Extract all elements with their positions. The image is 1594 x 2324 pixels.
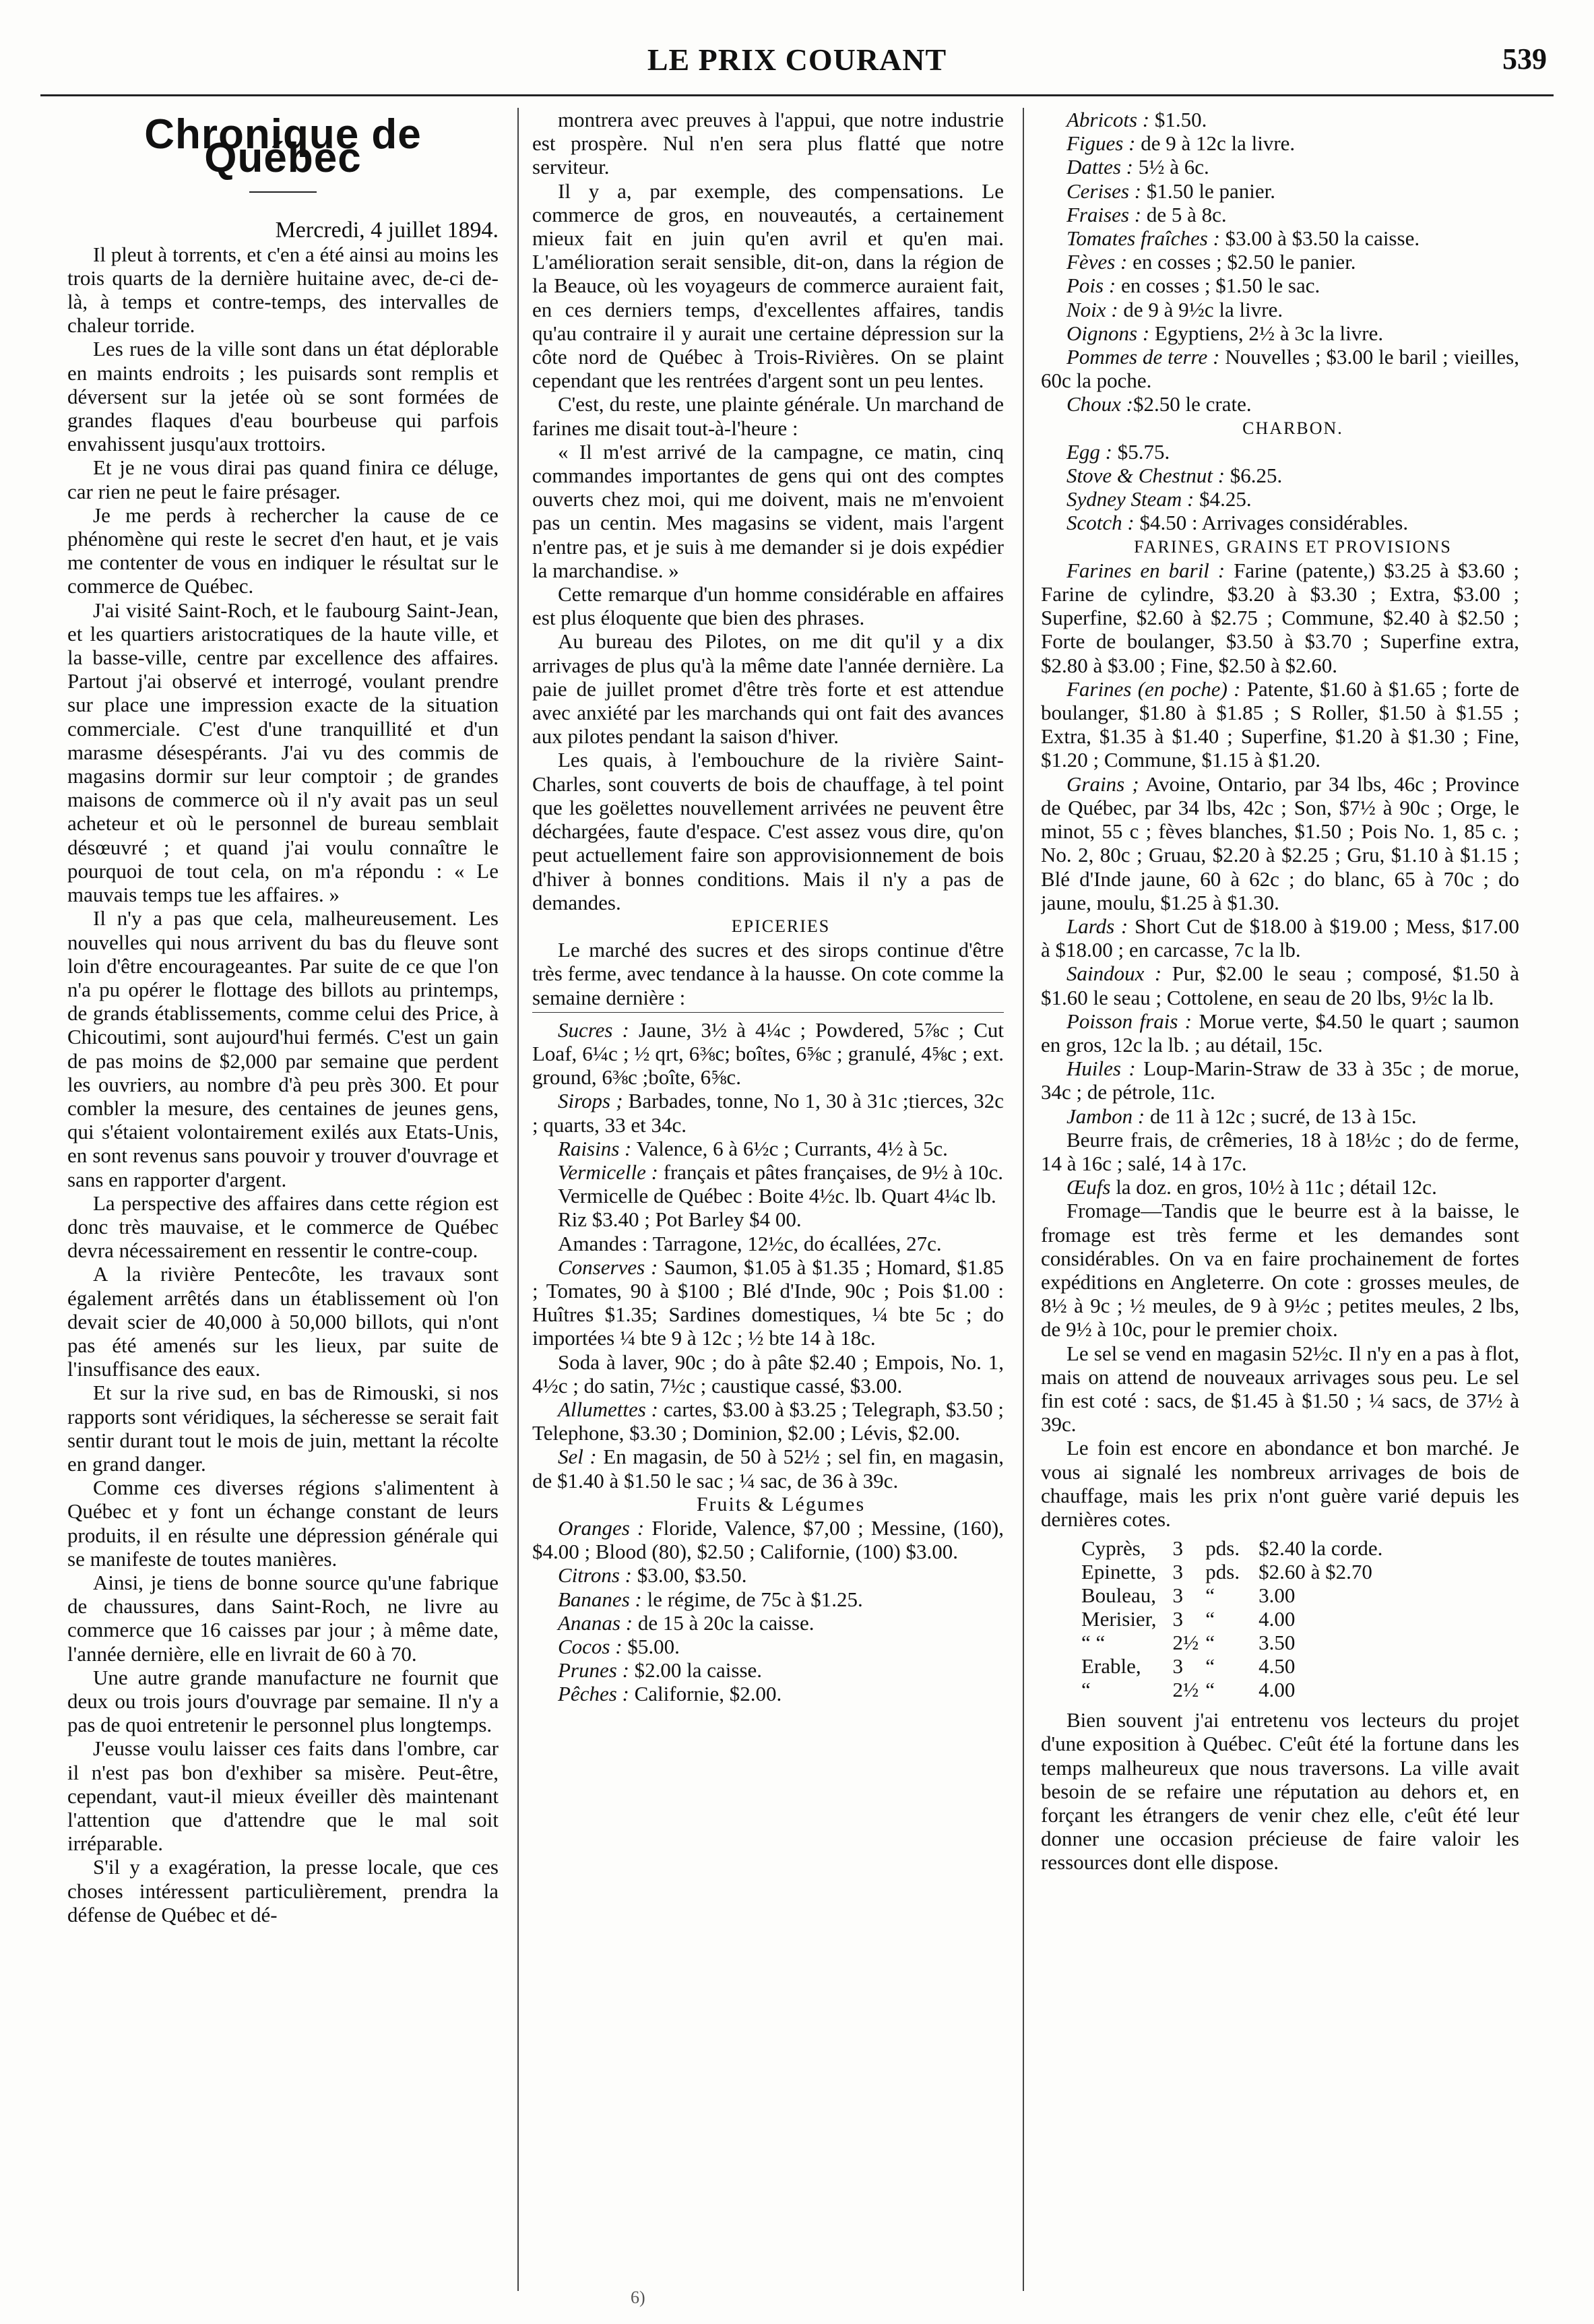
paragraph: Les quais, à l'embouchure de la rivière Saint-Charles, sont couverts de bois de chauffage, à tel point que les goëlettes nouvellement arrivées ne peuvent être déchargées, faute d'espace. C'est assez vous dire, qu'on peut actuellement faire son approvisionnement de bois d'hiver à bonnes conditions. Mais il n'y a pas de demandes. [532, 748, 1004, 914]
price-entry-label: Saindoux : [1066, 962, 1162, 986]
paragraph: Il n'y a pas que cela, malheureusement. Les nouvelles qui nous arrivent du bas du fleuve sont loin d'être encourageantes. Par suite de ce que l'on n'a pu opérer le flottage des billots au printemps, de grands établissements, comme celui des Price, à Chicoutimi, sont aujourd'hui fermés. C'est un gain de pas moins de $2,000 par semaine que perdent les ouvriers, au nombre d'à peu près 300. Et pour combler la mesure, des centaines de jeunes gens, qui s'étaient volontairement exilés aux Etats-Unis, en sont revenus sans pouvoir y trouver d'ouvrage et sans en rapporter d'argent. [67, 906, 499, 1191]
price-entry [1041, 392, 1519, 416]
price-entry-label: Fèves : [1066, 250, 1128, 274]
price-entry-text: de 5 à 8c. [1141, 202, 1227, 226]
fruits-list [532, 1516, 1004, 1706]
price-entry-label: Egg : [1066, 439, 1113, 464]
table-cell: $2.40 la corde. [1258, 1536, 1383, 1561]
table-cell: pds. [1205, 1560, 1240, 1584]
table-cell: Epinette, [1081, 1560, 1157, 1584]
price-entry [1041, 511, 1519, 534]
table-cell: Bouleau, [1081, 1583, 1157, 1608]
price-entry-text: $3.00 à $3.50 la caisse. [1219, 226, 1420, 251]
paragraph: J'ai visité Saint-Roch, et le faubourg Saint-Jean, et les quartiers aristocratiques de la haute ville, et la basse-ville, centre par excellence des affaires. Partout j'ai observé et interrogé, voulant prendre sur place une impression exacte de la situation commerciale. C'est d'une tranquillité et d'un marasme désespérants. J'ai vu des commis de magasins dormir sur leur comptoir ; de grandes maisons de commerce où il n'y avait pas un seul acheteur et où le personnel de bureau semblait désœuvré ; et quand j'ai voulu connaître le pourquoi de tout cela, on m'a répondu : « Le mauvais temps tue les affaires. » [67, 598, 499, 907]
price-entry-text: français et pâtes françaises, de 9½ à 10c. [658, 1160, 1004, 1184]
paragraph: C'est, du reste, une plainte générale. Un marchand de farines me disait tout-à-l'heure : [532, 392, 1004, 440]
price-entry-text: Soda à laver, 90c ; do à pâte $2.40 ; Empois, No. 1, 4½c ; do satin, 7½c ; caustique cassé, $3.00. [532, 1350, 1004, 1397]
price-entry-text: de 9 à 9½c la livre. [1118, 297, 1283, 321]
price-entry-label: Dattes : [1066, 155, 1134, 179]
paragraph: Comme ces diverses régions s'alimentent à Québec et y font un échange constant de leurs produits, il en résulte une dépression générale qui se manifeste de toutes manières. [67, 1476, 499, 1571]
price-entry-text: Amandes : Tarragone, 12½c, do écallées, 27c. [558, 1231, 942, 1255]
price-entry-label: Citrons : [558, 1563, 632, 1588]
price-entry-label: Figues : [1066, 131, 1136, 156]
price-entry [1041, 464, 1519, 487]
price-entry [532, 1350, 1004, 1397]
table-cell: pds. [1205, 1536, 1240, 1561]
price-entry-text: $2.50 le crate. [1133, 392, 1252, 416]
table-cell: 2½ [1172, 1631, 1199, 1655]
price-entry [532, 1635, 1004, 1658]
header-rule [40, 94, 1554, 96]
paragraph: Il pleut à torrents, et c'en a été ainsi au moins les trois quarts de la dernière huitaine avec, de-ci de-là, à temps et contre-temps, des intervalles de chaleur torride. [67, 242, 499, 338]
price-entry-text: Egyptiens, 2½ à 3c la livre. [1149, 321, 1384, 345]
price-entry-text: $5.00. [622, 1635, 680, 1658]
table-cell: $2.60 à $2.70 [1258, 1560, 1372, 1584]
price-entry [532, 1611, 1004, 1635]
table-cell: 3 [1172, 1654, 1184, 1678]
price-entry-text: en cosses ; $1.50 le sac. [1116, 274, 1320, 298]
price-entry-text: Riz $3.40 ; Pot Barley $4 00. [558, 1207, 802, 1232]
price-entry-label: Jambon : [1066, 1104, 1145, 1128]
epiceries-list [532, 1018, 1004, 1493]
paragraph: Une autre grande manufacture ne fournit que deux ou trois jours d'ouvrage par semaine. Il n'y a pas de quoi entretenir le personnel plus longtemps. [67, 1665, 499, 1737]
price-entry-label: Huiles : [1066, 1057, 1136, 1081]
price-entry-label: Bananes : [558, 1587, 642, 1611]
table-row [1081, 1536, 1389, 1560]
price-entry-label: Pois : [1066, 274, 1116, 298]
price-entry-label: Grains ; [1066, 772, 1139, 796]
price-entry [532, 1232, 1004, 1255]
section-heading-farines: FARINES, GRAINS ET PROVISIONS [1134, 536, 1452, 557]
price-entry-text: $2.00 la caisse. [629, 1658, 763, 1683]
price-entry-text: Floride, Valence, $7,00 ; Messine, (160), $4.00 ; Blood (80), $2.50 ; Californie, (100) $3.00. [532, 1515, 1004, 1564]
paragraph: Les rues de la ville sont dans un état déplorable en maints endroits ; les puisards sont remplis et déversent sur la jetée où se sont formées de grandes flaques d'eau bourbeuse qui parfois envahissent jusqu'aux trottoirs. [67, 337, 499, 456]
publication-title: LE PRIX COURANT [647, 42, 947, 77]
price-entry-label: Sirops ; [558, 1089, 623, 1113]
column-2-body [532, 108, 1004, 914]
price-entry-text: $1.50 le panier. [1141, 179, 1275, 203]
price-entry-text: Morue verte, $4.50 le quart ; saumon en gros, 12c la lb. ; au détail, 15c. [1041, 1009, 1519, 1057]
column-divider-2 [1023, 108, 1024, 2291]
price-entry-label: Oignons : [1066, 321, 1150, 345]
price-entry-label: Cerises : [1066, 179, 1142, 203]
price-entry-text: la doz. en gros, 10½ à 11c ; détail 12c. [1110, 1175, 1437, 1199]
table-cell: Merisier, [1081, 1607, 1157, 1631]
price-entry [1041, 677, 1519, 772]
price-entry-text: $5.75. [1112, 439, 1170, 464]
printer-mark: 6) [631, 2288, 645, 2307]
price-entry-label: Farines en baril : [1066, 558, 1225, 582]
table-cell: 3 [1172, 1560, 1184, 1584]
paragraph: Il y a, par exemple, des compensations. Le commerce de gros, en nouveautés, a certainement mieux fait en juin qu'en avril et qu'en mai. L'amélioration serait sensible, dit-on, dans la région de la Beauce, où les voyageurs de commerce auraient fait, en ces derniers temps, d'excellentes affaires, tandis qu'au contraire il y aurait une certaine dépression sur la côte nord de Québec à Trois-Rivières. On se plaint cependant que les rentrées d'argent sont un peu lentes. [532, 179, 1004, 393]
epiceries-intro: Le marché des sucres et des sirops continue d'être très ferme, avec tendance à la hausse. On cote comme la semaine dernière : [532, 938, 1004, 1009]
table-cell: “ “ [1081, 1631, 1106, 1655]
price-entry [1041, 1128, 1519, 1175]
paragraph: Et sur la rive sud, en bas de Rimouski, si nos rapports sont véridiques, la sécheresse se serait fait sentir durant tout le mois de juin, mettant la récolte en grand danger. [67, 1381, 499, 1476]
price-entry [1041, 1175, 1519, 1199]
price-entry [532, 1018, 1004, 1090]
price-entry-label: Cocos : [558, 1635, 623, 1658]
price-entry-text: Jaune, 3½ à 4¼c ; Powdered, 5⅞c ; Cut Loaf, 6¼c ; ½ qrt, 6⅜c; boîtes, 6⅝c ; granulé, 4⅝c ; ext. ground, 6⅜c ;boîte, 6⅝c. [532, 1017, 1004, 1090]
price-entry-text: Short Cut de $18.00 à $19.00 ; Mess, $17.00 à $18.00 ; en carcasse, 7c la lb. [1041, 914, 1519, 962]
closing-paragraph: Bien souvent j'ai entretenu vos lecteurs du projet d'une exposition à Québec. C'eût été la fortune dans les temps malheureux que nous traversons. La ville avait besoin de se refaire une réputation au dehors et, en forçant les étrangers de venir chez elle, c'eût été leur donner une occasion précieuse de faire valoir les ressources dont elle dispose. [1041, 1708, 1519, 1875]
price-entry-text: en cosses ; $2.50 le panier. [1127, 250, 1356, 274]
paragraph: montrera avec preuves à l'appui, que notre industrie est prospère. Nul n'en sera plus flatté que notre serviteur. [532, 108, 1004, 179]
column-2 [532, 108, 1004, 2298]
paragraph: Ainsi, je tiens de bonne source qu'une fabrique de chaussures, dans Saint-Roch, ne livre au commerce que 16 caisses par jour ; à même date, l'année dernière, elle en livrait de 60 à 70. [67, 1570, 499, 1666]
price-entry [1041, 131, 1519, 155]
paragraph: Et je ne vous dirai pas quand finira ce déluge, car rien ne peut le faire présager. [67, 456, 499, 503]
price-entry-text: de 15 à 20c la caisse. [633, 1610, 815, 1635]
table-cell: 3 [1172, 1583, 1184, 1608]
price-entry [1041, 321, 1519, 345]
table-cell: 2½ [1172, 1678, 1199, 1702]
price-entry [1041, 203, 1519, 226]
heading-dash [249, 191, 317, 193]
price-entry-text: Californie, $2.00. [629, 1682, 782, 1706]
paragraph: Le foin est encore en abondance et bon marché. Je vous ai signalé les nombreux arrivages de bois de chauffage, mais les prix n'ont guère varié depuis les dernières cotes. [1041, 1436, 1519, 1531]
farines-list [1041, 559, 1519, 1199]
price-entry-text: Nouvelles ; $3.00 le baril ; vieilles, 60c la poche. [1041, 345, 1519, 393]
paragraph: La perspective des affaires dans cette région est donc très mauvaise, et le commerce de Québec devra nécessairement en ressentir le contre-coup. [67, 1191, 499, 1263]
running-header [40, 42, 1554, 89]
article-heading: Chronique de Québec [144, 111, 422, 182]
price-entry [1041, 1057, 1519, 1104]
section-heading-charbon: CHARBON. [1242, 418, 1343, 438]
paragraph: « Il m'est arrivé de la campagne, ce matin, cinq commandes importantes de gens qui ont des comptes ouverts chez moi, qui me doivent, mais ne m'envoient pas un centin. Mes magasins se vident, mais l'argent n'entre pas, et je suis à me demander si je dois expédier la marchandise. » [532, 439, 1004, 582]
price-entry [532, 1588, 1004, 1611]
price-entry-label: Choux : [1066, 392, 1134, 416]
price-entry-text: $4.25. [1194, 487, 1252, 511]
price-entry-label: Sel : [558, 1445, 597, 1469]
column-3-body [1041, 1199, 1519, 1531]
price-entry [532, 1137, 1004, 1160]
table-row [1081, 1607, 1389, 1631]
paragraph: Le sel se vend en magasin 52½c. Il n'y en a pas à flot, mais on attend de nouveaux arrivages sous peu. Le sel fin est coté : sacs, de $1.45 à $1.50 ; ¼ sacs, de 37½ à 39c. [1041, 1341, 1519, 1437]
table-cell: “ [1205, 1631, 1215, 1655]
price-entry [1041, 155, 1519, 179]
table-cell: 4.00 [1258, 1678, 1296, 1702]
price-entry [1041, 487, 1519, 511]
price-entry-label: Allumettes : [558, 1397, 658, 1421]
firewood-price-table [1081, 1536, 1389, 1701]
price-entry [532, 1563, 1004, 1587]
table-row [1081, 1678, 1389, 1701]
price-entry [532, 1255, 1004, 1350]
price-entry-label: Prunes : [558, 1658, 629, 1683]
price-entry-text: $3.00, $3.50. [631, 1563, 747, 1588]
paragraph: A la rivière Pentecôte, les travaux sont également arrêtés dans un établissement où l'on devait scier de 40,000 à 50,000 billots, qui n'ont pas été amenés sur les lieux, par suite de l'insuffisance des eaux. [67, 1262, 499, 1381]
paragraph: Fromage—Tandis que le beurre est à la baisse, le fromage est très ferme et les demandes sont considérables. On va en faire prochainement de fortes expéditions en Angleterre. On cote : grosses meules, de 8½ à 9c ; ½ meules, de 9 à 9½c ; petites meules, 2 lbs, de 9½ à 10c, pour le premier choix. [1041, 1199, 1519, 1342]
price-entry [532, 1207, 1004, 1231]
price-entry-text: Vermicelle de Québec : Boite 4½c. lb. Quart 4¼c lb. [558, 1184, 996, 1208]
price-entry-text: Barbades, tonne, No 1, 30 à 31c ;tierces, 32c ; quarts, 33 et 34c. [532, 1089, 1004, 1137]
price-entry-text: Farine (patente,) $3.25 à $3.60 ; Farine de cylindre, $3.20 à $3.30 ; Extra, $3.00 ; Superfine, $2.60 à $2.75 ; Commune, $2.40 à $2.50 ; Forte de boulanger, $3.50 à $3.70 ; Superfine extra, $2.80 à $3.00 ; Fine, $2.50 à $2.60. [1041, 558, 1519, 677]
price-entry-label: Poisson frais : [1066, 1009, 1192, 1033]
price-entry-label: Vermicelle : [558, 1160, 658, 1184]
price-entry [1041, 1009, 1519, 1057]
paragraph: J'eusse voulu laisser ces faits dans l'ombre, car il n'est pas bon d'exhiber sa misère. Peut-être, cependant, vaut-il mieux éveiller dès maintenant l'attention que d'attendre que le mal soit irréparable. [67, 1736, 499, 1856]
section-heading-fruits: Fruits & Légumes [696, 1493, 866, 1515]
price-entry-label: Scotch : [1066, 511, 1135, 535]
price-entry-label: Fraises : [1066, 202, 1142, 226]
price-entry-text: Avoine, Ontario, par 34 lbs, 46c ; Province de Québec, par 34 lbs, 42c ; Son, $7½ à 90c ; Orge, le minot, 55 c ; fèves blanches, $1.50 ; Pois No. 1, 85 c. ; No. 2, 80c ; Gruau, $2.20 à $2.25 ; Gru, $1.10 à $1.15 ; Blé d'Inde jaune, 60 à 62c ; do blanc, 65 à 70c ; do jaune, moulu, $1.25 à $1.30. [1041, 772, 1519, 914]
table-row [1081, 1654, 1389, 1678]
price-entry-text: Valence, 6 à 6½c ; Currants, 4½ à 5c. [631, 1136, 948, 1160]
price-entry-text: Pur, $2.00 le seau ; composé, $1.50 à $1.60 le seau ; Cottolene, en seau de 20 lbs, 9½c la lb. [1041, 962, 1519, 1009]
price-entry-text: Loup-Marin-Straw de 33 à 35c ; de morue, 34c ; de pétrole, 11c. [1041, 1057, 1519, 1104]
price-entry [532, 1682, 1004, 1705]
price-entry-label: Sydney Steam : [1066, 487, 1194, 511]
price-entry-label: Abricots : [1066, 108, 1150, 131]
price-entry-text: En magasin, de 50 à 52½ ; sel fin, en magasin, de $1.40 à $1.50 le sac ; ¼ sac, de 36 à 39c. [532, 1445, 1004, 1493]
table-cell: 3 [1172, 1607, 1184, 1631]
price-entry-label: Raisins : [558, 1136, 632, 1160]
price-entry-text: $1.50. [1149, 108, 1207, 131]
price-entry-text: Saumon, $1.05 à $1.35 ; Homard, $1.85 ; Tomates, 90 à $100 ; Blé d'Inde, 90c ; Pois $1.00 : Huîtres $1.35; Sardines domestiques, ¼ bte 5c ; do importées ¼ bte 9 à 12c ; ½ bte 14 à 18c. [532, 1255, 1004, 1350]
price-entry [1041, 559, 1519, 677]
table-cell: 4.00 [1258, 1607, 1296, 1631]
price-entry-text: cartes, $3.00 à $3.25 ; Telegraph, $3.50 ; Telephone, $3.30 ; Dominion, $2.00 ; Lévis, $2.00. [532, 1397, 1004, 1445]
column-3 [1041, 108, 1519, 2298]
page-number: 539 [1502, 42, 1547, 75]
section-rule [532, 1012, 1004, 1013]
price-entry [1041, 914, 1519, 962]
table-cell: “ [1205, 1654, 1215, 1678]
price-entry [1041, 108, 1519, 131]
price-entry-text: Beurre frais, de crêmeries, 18 à 18½c ; do de ferme, 14 à 16c ; salé, 14 à 17c. [1041, 1127, 1519, 1175]
price-entry-label: Oranges : [558, 1515, 645, 1540]
table-cell: 3.00 [1258, 1583, 1296, 1608]
price-entry [1041, 962, 1519, 1009]
price-entry [1041, 274, 1519, 297]
paragraph: S'il y a exagération, la presse locale, que ces choses intéressent particulièrement, prendra la défense de Québec et dé- [67, 1855, 499, 1926]
price-entry [1041, 345, 1519, 392]
column-1 [67, 108, 499, 2298]
paragraph: Au bureau des Pilotes, on me dit qu'il y a dix arrivages de plus qu'à la même date l'année dernière. La paie de juillet promet d'être très forte et est attendue avec anxiété par les marchands qui ont fait des avances aux pilotes pendant la saison d'hiver. [532, 629, 1004, 749]
price-entry-label: Stove & Chestnut : [1066, 464, 1225, 488]
price-entry [1041, 772, 1519, 914]
table-cell: 3 [1172, 1536, 1184, 1561]
table-cell: Cyprès, [1081, 1536, 1146, 1561]
section-heading-epiceries: EPICERIES [731, 916, 831, 936]
price-entry [1041, 179, 1519, 203]
price-entry-text: de 9 à 12c la livre. [1135, 131, 1296, 156]
price-entry-label: Pêches : [558, 1682, 629, 1706]
price-entry-text: $6.25. [1225, 464, 1283, 488]
table-cell: “ [1081, 1678, 1091, 1702]
price-entry-label: Pommes de terre : [1066, 345, 1220, 369]
price-entry-label: Tomates fraîches : [1066, 226, 1220, 251]
table-row [1081, 1560, 1389, 1583]
price-entry [532, 1397, 1004, 1445]
price-entry-text: le régime, de 75c à $1.25. [641, 1587, 863, 1611]
charbon-list [1041, 440, 1519, 535]
price-entry [532, 1184, 1004, 1207]
price-entry [532, 1658, 1004, 1682]
table-cell: “ [1205, 1678, 1215, 1702]
paragraph: Cette remarque d'un homme considérable en affaires est plus éloquente que bien des phrases. [532, 582, 1004, 630]
price-entry [1041, 226, 1519, 250]
paragraph: Je me perds à rechercher la cause de ce phénomène qui reste le secret d'en haut, et je vais me contenter de vous en indiquer le résultat sur le commerce de Québec. [67, 503, 499, 598]
column-1-body [67, 243, 499, 1926]
price-entry-label: Ananas : [558, 1610, 633, 1635]
price-entry [1041, 298, 1519, 321]
price-entry-label: Conserves : [558, 1255, 658, 1279]
price-entry [1041, 1104, 1519, 1128]
table-row [1081, 1583, 1389, 1607]
table-row [1081, 1631, 1389, 1654]
price-entry [1041, 440, 1519, 464]
fruits-continued-list [1041, 108, 1519, 416]
article-date: Mercredi, 4 juillet 1894. [275, 218, 499, 243]
table-cell: “ [1205, 1607, 1215, 1631]
price-entry-text: 5½ à 6c. [1133, 155, 1209, 179]
price-entry-text: de 11 à 12c ; sucré, de 13 à 15c. [1145, 1104, 1417, 1128]
table-cell: 4.50 [1258, 1654, 1296, 1678]
table-cell: “ [1205, 1583, 1215, 1608]
column-divider-1 [517, 108, 519, 2291]
price-entry [532, 1089, 1004, 1136]
price-entry-text: Patente, $1.60 à $1.65 ; forte de boulanger, $1.80 à $1.85 ; S Roller, $1.50 à $1.55 ; Extra, $1.35 à $1.40 ; Superfine, $1.20 à $1.30 ; Fine, $1.20 ; Commune, $1.15 à $1.20. [1041, 677, 1519, 772]
table-cell: 3.50 [1258, 1631, 1296, 1655]
price-entry-text: $4.50 : Arrivages considérables. [1134, 511, 1409, 535]
price-entry-label: Lards : [1066, 914, 1128, 938]
price-entry-label: Œufs [1066, 1175, 1111, 1199]
price-entry-label: Farines (en poche) : [1066, 677, 1241, 701]
price-entry [532, 1516, 1004, 1563]
price-entry-label: Noix : [1066, 297, 1118, 321]
price-entry [532, 1445, 1004, 1492]
price-entry [1041, 250, 1519, 274]
table-cell: Erable, [1081, 1654, 1141, 1678]
price-entry-label: Sucres : [558, 1017, 629, 1042]
price-entry [532, 1160, 1004, 1184]
